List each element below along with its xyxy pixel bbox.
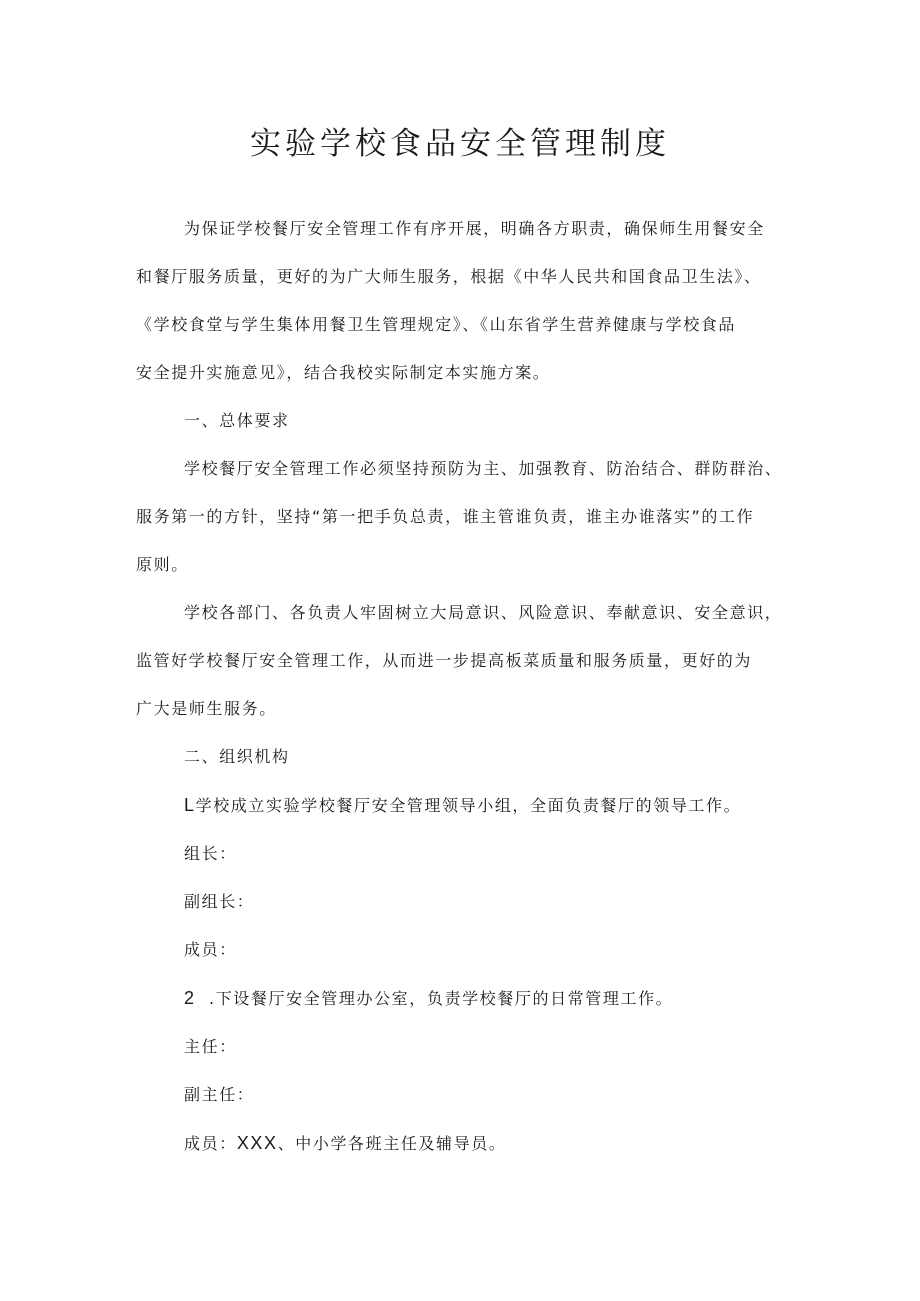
item2-members-line bbox=[136, 1119, 796, 1168]
item2-director: 主任： bbox=[184, 1037, 237, 1056]
section1-p2-line-2: 监管好学校餐厅安全管理工作，从而进一步提高板菜质量和服务质量，更好的为 bbox=[136, 651, 753, 670]
item2-line bbox=[136, 974, 796, 1023]
item1-deputy: 副组长： bbox=[184, 892, 255, 911]
section1-p2-line-1: 学校各部门、各负责人牢固树立大局意识、风险意识、奉献意识、安全意识， bbox=[184, 603, 783, 622]
document-title: 实验学校食品安全管理制度 bbox=[250, 126, 670, 162]
intro-paragraph bbox=[136, 205, 796, 397]
section1-p2-line-3: 广大是师生服务。 bbox=[136, 699, 277, 718]
item2-members-prefix: 成员： bbox=[184, 1134, 237, 1153]
item2-members-rest: 、中小学各班主任及辅导员。 bbox=[277, 1134, 507, 1153]
item2-members-name: XXX bbox=[236, 1133, 278, 1153]
section1-p1-line-3: 原则。 bbox=[136, 555, 189, 574]
intro-line-1: 为保证学校餐厅安全管理工作有序开展，明确各方职责，确保师生用餐安全 bbox=[184, 219, 765, 238]
section1-p1-line-2: 服务第一的方针，坚持“第一把手负总责，谁主管谁负责，谁主办谁落实”的工作 bbox=[136, 507, 755, 526]
item2-members-row bbox=[136, 1119, 796, 1168]
intro-line-3: 《学校食堂与学生集体用餐卫生管理规定》、《山东省学生营养健康与学校食品 bbox=[136, 315, 737, 334]
intro-line-2: 和餐厅服务质量，更好的为广大师生服务，根据《中华人民共和国食品卫生法》、 bbox=[136, 267, 762, 286]
document-body bbox=[136, 205, 796, 1168]
item1-line bbox=[136, 781, 796, 830]
item1-row bbox=[136, 781, 796, 830]
item2-deputy: 副主任： bbox=[184, 1085, 255, 1104]
item2-deputy-row bbox=[136, 1071, 796, 1119]
item1-text: 学校成立实验学校餐厅安全管理领导小组，全面负责餐厅的领导工作。 bbox=[195, 796, 742, 815]
item1-deputy-row bbox=[136, 878, 796, 926]
item1-marker: L bbox=[184, 795, 196, 815]
item1-leader: 组长： bbox=[184, 844, 237, 863]
section1-paragraph-2 bbox=[136, 589, 796, 733]
item1-leader-row bbox=[136, 830, 796, 878]
section1-heading: 一、总体要求 bbox=[184, 411, 290, 430]
item1-members: 成员： bbox=[184, 940, 237, 959]
section1-heading-row bbox=[136, 397, 796, 445]
section2-heading-row bbox=[136, 733, 796, 781]
section1-p1-line-1: 学校餐厅安全管理工作必须坚持预防为主、加强教育、防治结合、群防群治、 bbox=[184, 459, 783, 478]
item2-text: .下设餐厅安全管理办公室，负责学校餐厅的日常管理工作。 bbox=[209, 989, 674, 1008]
intro-line-4: 安全提升实施意见》，结合我校实际制定本实施方案。 bbox=[136, 363, 551, 382]
section1-paragraph-1 bbox=[136, 445, 796, 589]
item2-row bbox=[136, 974, 796, 1023]
item2-marker: 2 bbox=[184, 988, 196, 1008]
item2-director-row bbox=[136, 1023, 796, 1071]
item1-members-row bbox=[136, 926, 796, 974]
section2-heading: 二、组织机构 bbox=[184, 747, 290, 766]
